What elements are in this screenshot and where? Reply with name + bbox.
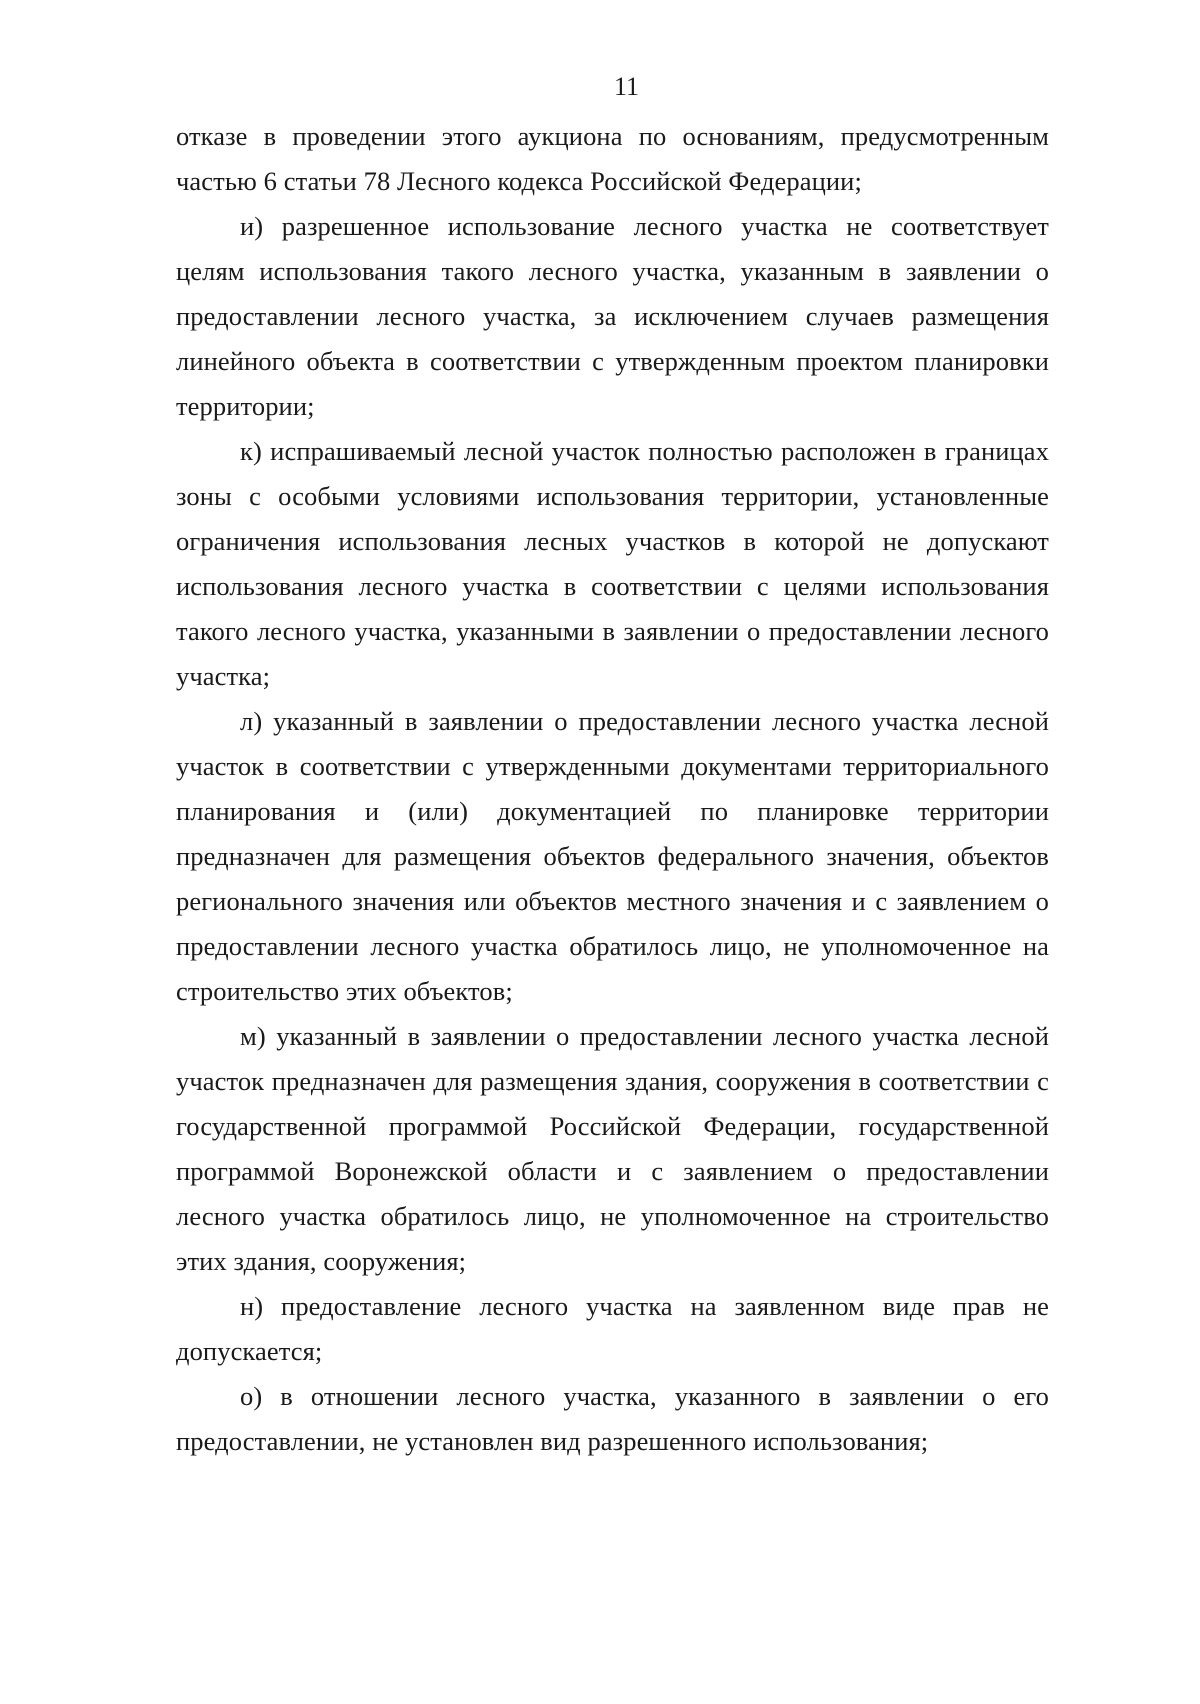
paragraph-item-m: м) указанный в заявлении о предоставлении лесного участка лесной участок предназначен для размещения здания, сооружения в соответствии с государственной программой Российской Федерации, государственной программой Воронежской области и с заявлением о предоставлении лесного участка обратилось лицо, не уполномоченное на строительство этих здания, сооружения; [176, 1021, 1049, 1276]
paragraph-item-l: л) указанный в заявлении о предоставлении лесного участка лесной участок в соответствии с утвержденными документами территориального планирования и (или) документацией по планировке территории предназначен для размещения объектов федерального значения, объектов регионального значения или объектов местного значения и с заявлением о предоставлении лесного участка обратилось лицо, не уполномоченное на строительство этих объектов; [176, 706, 1049, 1006]
page-number: 11 [613, 72, 640, 101]
document-body [176, 114, 1049, 1464]
paragraph-continuation: отказе в проведении этого аукциона по основаниям, предусмотренным частью 6 статьи 78 Лесного кодекса Российской Федерации; [176, 121, 1049, 196]
paragraph-item-o: о) в отношении лесного участка, указанного в заявлении о его предоставлении, не установлен вид разрешенного использования; [176, 1381, 1049, 1456]
paragraph-item-n: н) предоставление лесного участка на заявленном виде прав не допускается; [176, 1291, 1049, 1366]
paragraph-item-i: и) разрешенное использование лесного участка не соответствует целям использования такого лесного участка, указанным в заявлении о предоставлении лесного участка, за исключением случаев размещения линейного объекта в соответствии с утвержденным проектом планировки территории; [176, 211, 1049, 421]
paragraph-item-k: к) испрашиваемый лесной участок полностью расположен в границах зоны с особыми условиями использования территории, установленные ограничения использования лесных участков в которой не допускают использования лесного участка в соответствии с целями использования такого лесного участка, указанными в заявлении о предоставлении лесного участка; [176, 436, 1049, 691]
